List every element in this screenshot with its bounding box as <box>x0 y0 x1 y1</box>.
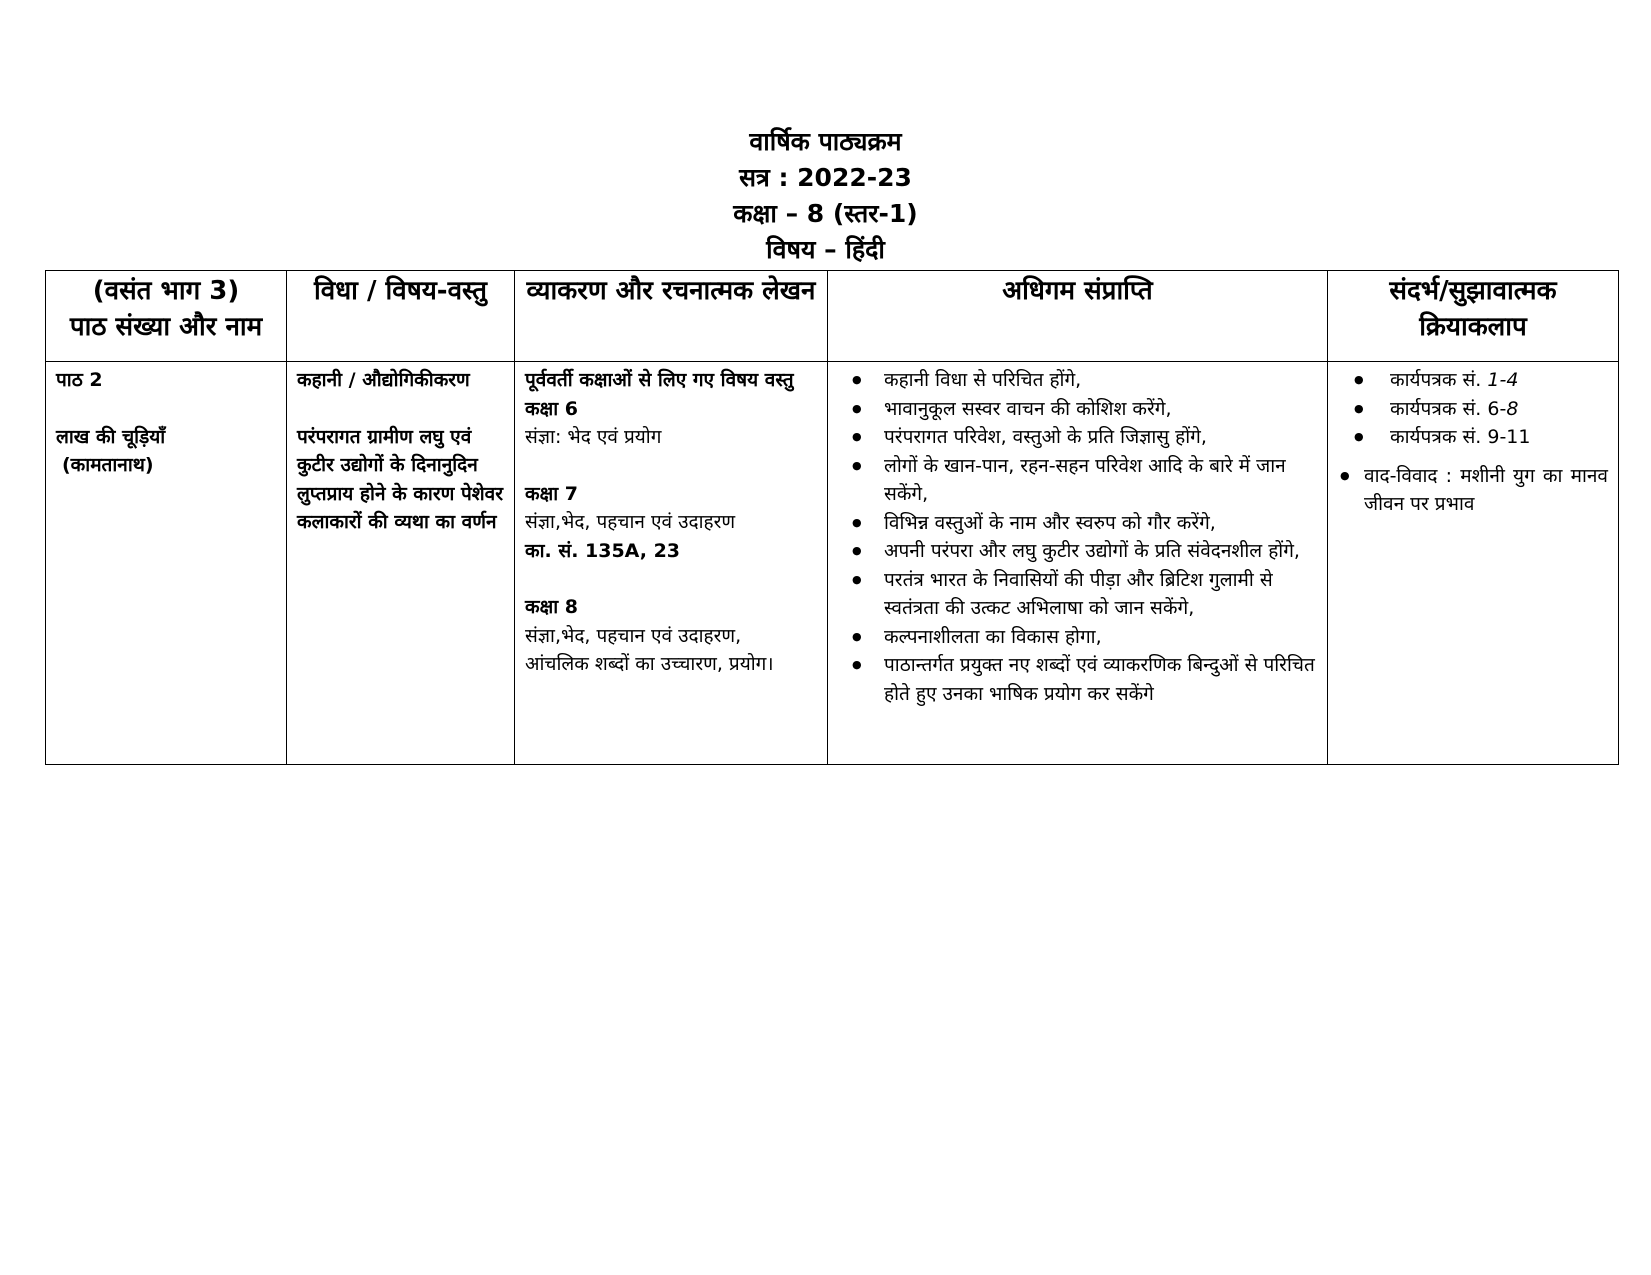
list-item: ● परतंत्र भारत के निवासियों की पीड़ा और ब्रिटिश गुलामी से स्वतंत्रता की उत्कट अभिलाषा को जान सकेंगे, <box>850 566 1317 623</box>
title-session: सत्र : 2022-23 <box>739 163 912 192</box>
list-item: ● अपनी परंपरा और लघु कुटीर उद्योगों के प्रति संवेदनशील होंगे, <box>850 537 1317 566</box>
worksheet-item-2: ● कार्यपत्रक सं. 6-8 <box>1352 395 1608 424</box>
list-item: ● लोगों के खान-पान, रहन-सहन परिवेश आदि के बारे में जान सकेंगे, <box>850 452 1317 509</box>
lesson-author: (कामतानाथ) <box>62 454 154 476</box>
cell-activities <box>1328 362 1619 765</box>
outcomes-list <box>838 366 1317 708</box>
table-header-row <box>46 271 1619 362</box>
theme-text: परंपरागत ग्रामीण लघु एवं कुटीर उद्योगों के दिनानुदिन लुप्तप्राय होने के कारण पेशेवर कलाकारों की व्यथा का वर्णन <box>297 425 503 533</box>
class7-text: संज्ञा,भेद, पहचान एवं उदाहरण <box>525 511 736 533</box>
class8-text-2: आंचलिक शब्दों का उच्चारण, प्रयोग। <box>525 653 774 675</box>
debate-activity: ● वाद-विवाद : मशीनी युग का मानव जीवन पर प्रभाव <box>1338 462 1608 519</box>
class6-text: संज्ञा: भेद एवं प्रयोग <box>525 426 662 448</box>
class8-label: कक्षा 8 <box>525 596 578 618</box>
class8-text-1: संज्ञा,भेद, पहचान एवं उदाहरण, <box>525 624 742 647</box>
lesson-name: लाख की चूड़ियाँ <box>56 425 166 448</box>
list-item: ● कहानी विधा से परिचित होंगे, <box>850 366 1317 395</box>
class7-reference: का. सं. 135A, 23 <box>525 539 681 562</box>
cell-outcomes <box>828 362 1328 765</box>
table-row <box>46 362 1619 765</box>
header-grammar: व्याकरण और रचनात्मक लेखन <box>515 271 828 362</box>
cell-genre <box>287 362 515 765</box>
lesson-number: पाठ 2 <box>56 369 103 391</box>
header-activities: संदर्भ/सुझावात्मक क्रियाकलाप <box>1328 271 1619 362</box>
worksheet-item-3: ● कार्यपत्रक सं. 9-11 <box>1352 423 1608 452</box>
class7-label: कक्षा 7 <box>525 482 578 505</box>
header-genre: विधा / विषय-वस्तु <box>287 271 515 362</box>
grammar-heading: पूर्ववर्ती कक्षाओं से लिए गए विषय वस्तु <box>525 369 794 391</box>
header-lesson: (वसंत भाग 3) पाठ संख्या और नाम <box>46 271 287 362</box>
cell-lesson <box>46 362 287 765</box>
class6-label: कक्षा 6 <box>525 397 578 420</box>
genre-text: कहानी / औद्योगिकीकरण <box>297 369 470 391</box>
cell-grammar <box>515 362 828 765</box>
document-title-block <box>0 124 1651 268</box>
title-class: कक्षा – 8 (स्तर-1) <box>733 199 918 228</box>
title-annual-syllabus: वार्षिक पाठ्यक्रम <box>749 127 902 156</box>
list-item: ● विभिन्न वस्तुओं के नाम और स्वरुप को गौर करेंगे, <box>850 509 1317 538</box>
list-item: ● परंपरागत परिवेश, वस्तुओ के प्रति जिज्ञासु होंगे, <box>850 423 1317 452</box>
worksheet-item-1: ● कार्यपत्रक सं. 1-4 <box>1352 366 1608 395</box>
worksheet-list <box>1338 366 1608 452</box>
list-item: ● भावानुकूल सस्वर वाचन की कोशिश करेंगे, <box>850 395 1317 424</box>
syllabus-table <box>45 270 1619 765</box>
header-outcomes: अधिगम संप्राप्ति <box>828 271 1328 362</box>
list-item: ● पाठान्तर्गत प्रयुक्त नए शब्दों एवं व्याकरणिक बिन्दुओं से परिचित होते हुए उनका भाषिक प्रयोग कर सकेंगे <box>850 651 1317 708</box>
title-subject: विषय – हिंदी <box>766 235 885 264</box>
list-item: ● कल्पनाशीलता का विकास होगा, <box>850 623 1317 652</box>
